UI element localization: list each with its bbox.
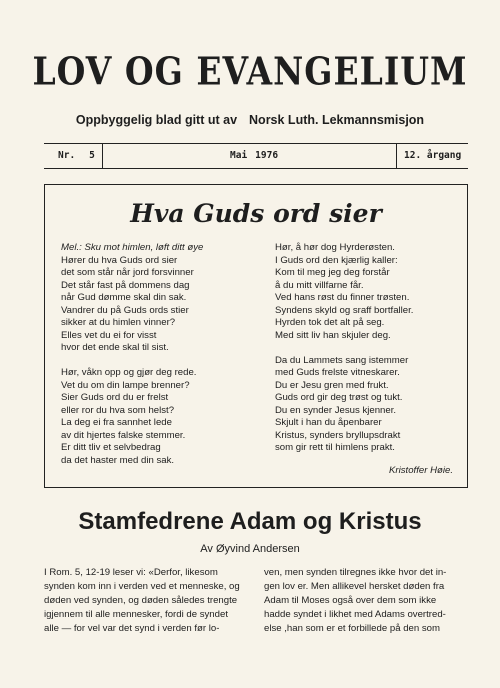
poem-line: Hører du hva Guds ord sier — [61, 254, 178, 266]
issue-bar-divider — [102, 143, 103, 168]
poem-line: Vandrer du på Guds ords stier — [61, 304, 189, 316]
article-line: hadde syndet i likhet med Adams overtred- — [264, 609, 446, 620]
poem-melody-line: Mel.: Sku mot himlen, løft ditt øye — [61, 242, 204, 253]
article-line: synden kom inn i verden ved et menneske, og — [44, 581, 240, 592]
poem-line: eller ror du hva som helst? — [61, 404, 175, 416]
poem-line: sikker at du himlen vinner? — [61, 317, 176, 328]
article-title: Stamfedrene Adam og Kristus — [78, 508, 422, 535]
masthead-title: LOV OG EVANGELIUM — [32, 49, 468, 94]
poem-line: Hør, å hør dog Hyrderøsten. — [275, 242, 395, 253]
stanza-break — [61, 355, 203, 368]
subtitle-publisher-text: Oppbyggelig blad gitt ut av — [75, 113, 238, 127]
poem-line: Kristus, synders bryllupsdrakt — [275, 429, 401, 441]
poem-line: Sier Guds ord du er frelst — [61, 392, 169, 403]
poem-line: med Guds frelste vitneskarer. — [275, 367, 400, 378]
poem-line: I Guds ord den kjærlig kaller: — [275, 254, 398, 266]
issue-year: 1976 — [255, 150, 279, 161]
poem-line: Med sitt liv han skjuler deg. — [275, 329, 391, 341]
poem-line: som gir rett til himlens prakt. — [275, 442, 395, 453]
article-line: igjennem til alle mennesker, fordi de syndet — [44, 609, 228, 620]
poem-left-column — [61, 242, 203, 467]
poem-line: når Gud dømme skal din sak. — [61, 292, 187, 303]
poem-line: da det haster med din sak. — [61, 454, 175, 466]
poem-line: Du en synder Jesus kjenner. — [275, 404, 397, 416]
poem-line: La deg ei fra sannhet lede — [61, 417, 172, 428]
article-right-column — [264, 566, 479, 636]
issue-info-bar — [44, 143, 468, 169]
issue-number — [58, 150, 95, 161]
poem-line: Kom til meg jeg deg forstår — [275, 267, 390, 278]
article-line: ven, men synden tilregnes ikke hvor det in- — [264, 567, 447, 578]
poem-line: å du mitt villfarne får. — [275, 279, 364, 291]
article-line: else ,han som er et forbillede på den som — [264, 623, 440, 634]
poem-author: Kristoffer Høie. — [389, 465, 453, 476]
poem-line: Ved hans røst du finner trøsten. — [275, 292, 410, 303]
poem-title: Hva Guds ord sier — [130, 199, 382, 228]
issue-bar-divider — [396, 143, 397, 168]
article-line: gen lov er. Men allikevel hersket døden fra — [264, 581, 445, 592]
poem-line: Er ditt tliv et selvbedrag — [61, 442, 161, 453]
poem-line: av dit hjertes falske stemmer. — [61, 429, 186, 441]
poem-line: hvor det ende skal til sist. — [61, 342, 169, 353]
issue-volume: 12. årgang — [404, 150, 462, 161]
poem-line: Det står fast på dommens dag — [61, 279, 190, 291]
poem-line: Du er Jesu gren med frukt. — [275, 379, 389, 391]
stanza-break — [275, 342, 413, 355]
article-line: døden ved synden, og døden således trengte — [44, 595, 238, 606]
issue-month: Mai — [230, 150, 248, 161]
article-byline: Av Øyvind Andersen — [200, 543, 300, 555]
poem-line: det som står når jord forsvinner — [61, 267, 194, 278]
issue-number-value: 5 — [89, 150, 95, 161]
issue-date — [230, 150, 278, 161]
article-line: alle — for vel var det synd i verden før lo- — [44, 623, 220, 634]
poem-box — [44, 184, 468, 488]
subtitle-organization: Norsk Luth. Lekmannsmisjon — [249, 113, 425, 127]
poem-line: Hør, våkn opp og gjør deg rede. — [61, 367, 197, 378]
poem-line: Da du Lammets sang istemmer — [275, 354, 409, 366]
article-line: Adam til Moses også over dem som ikke — [264, 595, 437, 606]
issue-number-label: Nr. — [58, 150, 76, 161]
poem-line: Vet du om din lampe brenner? — [61, 379, 190, 391]
poem-line: Skjult i han du åpenbarer — [275, 417, 382, 428]
masthead-subtitle — [0, 113, 500, 127]
poem-line: Elles vet du ei for visst — [61, 329, 157, 341]
poem-right-column — [275, 242, 413, 455]
article-line: I Rom. 5, 12-19 leser vi: «Derfor, likesom — [44, 567, 218, 578]
poem-line: Syndens skyld og sraff bortfaller. — [275, 304, 414, 316]
poem-line: Hyrden tok det alt på seg. — [275, 317, 385, 328]
article-left-column — [44, 566, 259, 636]
poem-line: Guds ord gir deg trøst og tukt. — [275, 392, 403, 403]
